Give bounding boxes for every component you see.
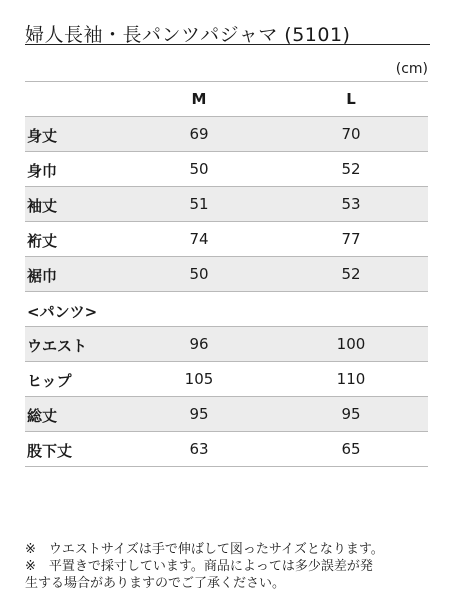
row-value-l: 65: [341, 440, 361, 458]
footnotes: [25, 541, 435, 592]
section-row: [25, 291, 428, 326]
table-row: [25, 396, 428, 431]
row-value-m: 63: [189, 440, 209, 458]
table-row: [25, 361, 428, 396]
row-value-l: 70: [341, 125, 361, 143]
footnote-line: 生する場合がありますのでご了承ください。: [25, 576, 286, 591]
footnote-line: ※ ウエストサイズは手で伸ばして図ったサイズとなります。: [25, 542, 384, 557]
row-value-l: 53: [341, 195, 361, 213]
row-value-m: 50: [189, 160, 209, 178]
row-label: 裾巾: [27, 267, 58, 285]
row-value-m: 51: [189, 195, 209, 213]
row-label: 袖丈: [27, 197, 58, 215]
row-value-l: 52: [341, 265, 361, 283]
table-row: [25, 431, 428, 467]
row-value-m: 69: [189, 125, 209, 143]
footnote-line: ※ 平置きで採寸しています。商品によっては多少誤差が発: [25, 559, 373, 574]
row-label: 股下丈: [27, 442, 73, 460]
row-value-l: 100: [336, 335, 366, 353]
table-row: [25, 326, 428, 361]
row-value-m: 105: [184, 370, 214, 388]
table-row: [25, 186, 428, 221]
page-title: 婦人長袖・長パンツパジャマ (5101): [25, 24, 351, 46]
row-value-l: 52: [341, 160, 361, 178]
table-row: [25, 221, 428, 256]
row-label: 総丈: [27, 407, 58, 425]
table-row: [25, 256, 428, 291]
row-label: ヒップ: [27, 372, 72, 390]
row-value-l: 95: [341, 405, 361, 423]
size-table: [25, 81, 428, 467]
table-header-row: [25, 81, 428, 116]
row-label: 身巾: [27, 162, 58, 180]
row-label: 裄丈: [27, 232, 58, 250]
title-underline: [25, 44, 430, 45]
row-label: ウエスト: [27, 337, 88, 355]
row-value-l: 110: [336, 370, 366, 388]
header-size-l: L: [346, 90, 356, 108]
table-row: [25, 116, 428, 151]
section-heading-pants: <パンツ>: [27, 303, 98, 321]
row-value-m: 95: [189, 405, 209, 423]
table-row: [25, 151, 428, 186]
unit-label: (cm): [395, 61, 428, 77]
header-size-m: M: [191, 90, 207, 108]
row-label: 身丈: [27, 127, 58, 145]
row-value-m: 74: [189, 230, 209, 248]
row-value-m: 96: [189, 335, 209, 353]
row-value-m: 50: [189, 265, 209, 283]
row-value-l: 77: [341, 230, 361, 248]
